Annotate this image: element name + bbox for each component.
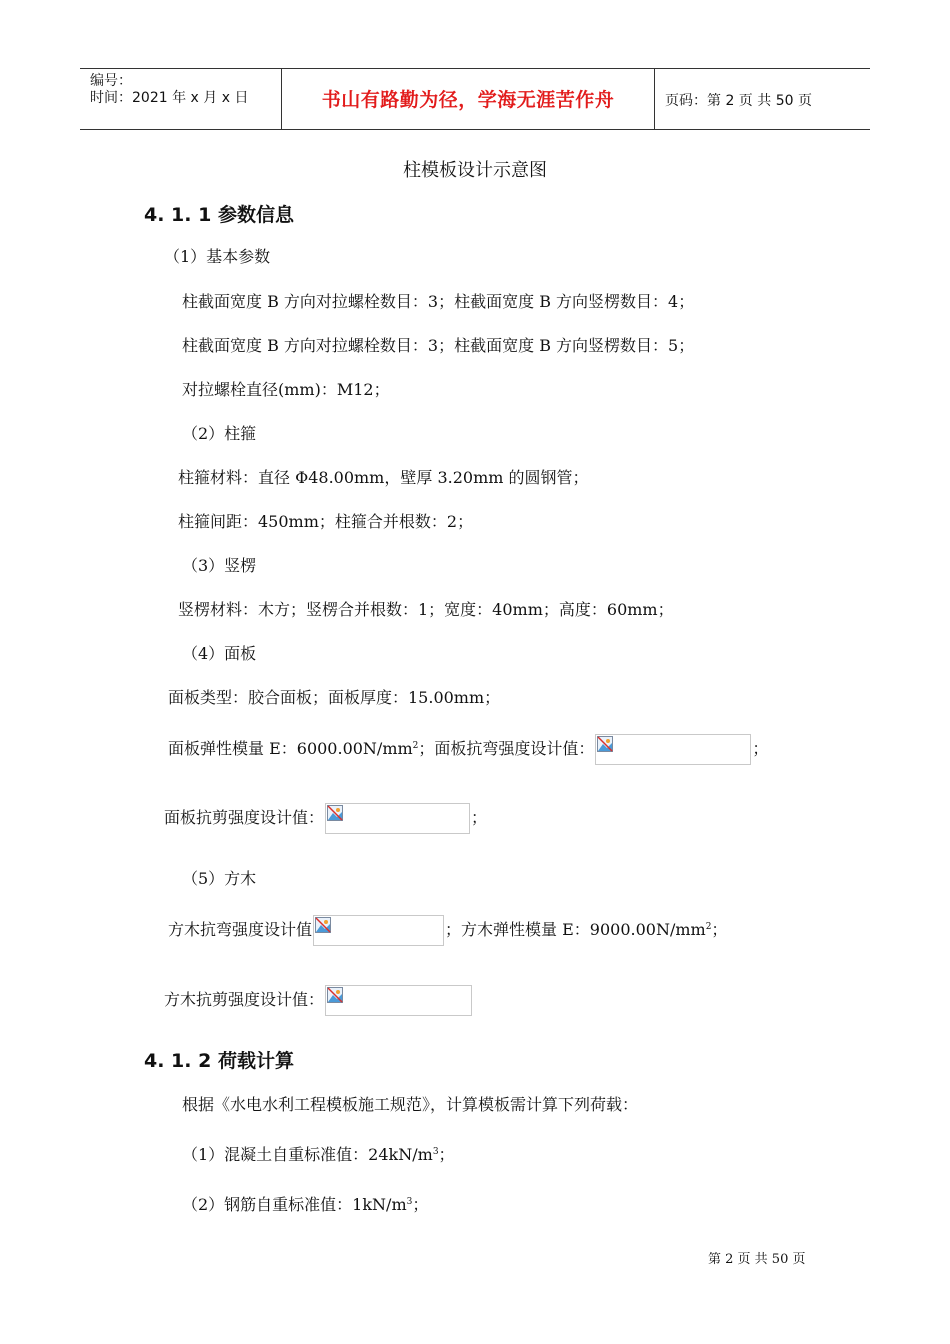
broken-image-placeholder — [595, 734, 751, 765]
load-item — [182, 1142, 455, 1165]
semicolon: ； — [438, 1145, 455, 1164]
param-line: 竖楞材料：木方；竖楞合并根数：1；宽度：40mm；高度：60mm； — [178, 600, 674, 619]
broken-image-icon — [597, 736, 613, 752]
param-line: 柱箍间距：450mm；柱箍合并根数：2； — [178, 512, 474, 531]
header-divider — [654, 69, 655, 129]
semicolon: ； — [711, 920, 728, 939]
superscript: 2 — [705, 922, 712, 932]
panel-shear-label: 面板抗剪强度设计值： — [164, 808, 325, 827]
timber-bending-label: 方木抗弯强度设计值 — [168, 920, 313, 939]
subheading-panel: （4）面板 — [182, 644, 257, 663]
semicolon: ； — [752, 739, 769, 758]
broken-image-placeholder — [313, 915, 444, 946]
param-line — [164, 985, 473, 1016]
page-footer: 第 2 页 共 50 页 — [708, 1252, 806, 1267]
semicolon: ； — [412, 1195, 429, 1214]
header-motto: 书山有路勤为径，学海无涯苦作舟 — [321, 89, 615, 111]
param-line — [168, 734, 768, 765]
superscript: 2 — [412, 741, 419, 751]
rebar-weight-text: （2）钢筋自重标准值：1kN/m — [182, 1195, 407, 1214]
intro-paragraph: 根据《水电水利工程模板施工规范》，计算模板需计算下列荷载： — [182, 1095, 639, 1114]
param-line: 面板类型：胶合面板；面板厚度：15.00mm； — [168, 688, 501, 707]
broken-image-icon — [315, 917, 331, 933]
header-time: 时间：2021 年 x 月 x 日 — [90, 90, 249, 106]
concrete-weight-text: （1）混凝土自重标准值：24kN/m — [182, 1145, 433, 1164]
param-line — [168, 915, 727, 946]
timber-shear-label: 方木抗剪强度设计值： — [164, 990, 325, 1009]
header-meta — [90, 73, 248, 107]
section-heading-params: 4. 1. 1 参数信息 — [144, 204, 294, 226]
param-line — [164, 803, 487, 834]
subheading-basic: （1）基本参数 — [164, 247, 271, 266]
page-header — [80, 68, 870, 130]
subheading-hoop: （2）柱箍 — [182, 424, 257, 443]
timber-modulus-text: ；方木弹性模量 E：9000.00N/mm — [445, 920, 706, 939]
superscript: 3 — [406, 1197, 413, 1207]
subheading-timber: （5）方木 — [182, 869, 257, 888]
broken-image-icon — [327, 987, 343, 1003]
panel-bending-label: ；面板抗弯强度设计值： — [418, 739, 595, 758]
subheading-stud: （3）竖楞 — [182, 556, 257, 575]
param-line: 对拉螺栓直径(mm)：M12； — [182, 380, 390, 399]
header-number: 编号： — [90, 73, 132, 89]
broken-image-placeholder — [325, 803, 470, 834]
param-line: 柱截面宽度 B 方向对拉螺栓数目：3；柱截面宽度 B 方向竖楞数目：4； — [182, 292, 695, 311]
panel-modulus-text: 面板弹性模量 E：6000.00N/mm — [168, 739, 413, 758]
semicolon: ； — [471, 808, 488, 827]
load-item — [182, 1192, 428, 1215]
broken-image-icon — [327, 805, 343, 821]
superscript: 3 — [432, 1147, 439, 1157]
param-line: 柱箍材料：直径 Φ48.00mm，壁厚 3.20mm 的圆钢管； — [178, 468, 589, 487]
broken-image-placeholder — [325, 985, 472, 1016]
param-line: 柱截面宽度 B 方向对拉螺栓数目：3；柱截面宽度 B 方向竖楞数目：5； — [182, 336, 695, 355]
figure-title: 柱模板设计示意图 — [403, 160, 547, 181]
section-heading-loads: 4. 1. 2 荷载计算 — [144, 1050, 294, 1072]
header-page-info: 页码：第 2 页 共 50 页 — [665, 93, 812, 109]
